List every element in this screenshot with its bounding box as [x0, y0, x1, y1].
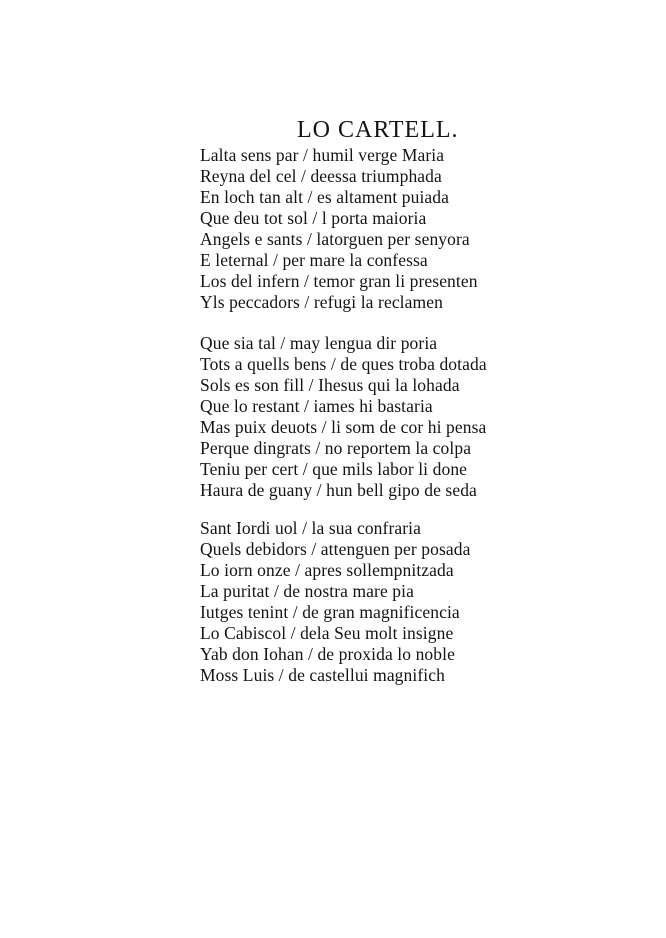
- verse-line: Moss Luis / de castellui magnifich: [200, 665, 445, 685]
- verse-line: Que deu tot sol / l porta maioria: [200, 208, 427, 228]
- verse-line: Iutges tenint / de gran magnificencia: [200, 602, 460, 622]
- stanza-3: [200, 518, 560, 686]
- verse-line: Yls peccadors / refugi la reclamen: [200, 292, 443, 312]
- verse-line: La puritat / de nostra mare pia: [200, 581, 414, 601]
- stanza-1: [200, 145, 560, 313]
- verse-line: Mas puix deuots / li som de cor hi pensa: [200, 417, 487, 437]
- verse-line: E leternal / per mare la confessa: [200, 250, 428, 270]
- verse-line: Reyna del cel / deessa triumphada: [200, 166, 442, 186]
- verse-line: Quels debidors / attenguen per posada: [200, 539, 471, 559]
- page-title: LO CARTELL.: [297, 117, 459, 143]
- verse-line: Haura de guany / hun bell gipo de seda: [200, 480, 477, 500]
- verse-line: Los del infern / temor gran li presenten: [200, 271, 478, 291]
- verse-line: Tots a quells bens / de ques troba dotada: [200, 354, 487, 374]
- verse-line: Lo iorn onze / apres sollempnitzada: [200, 560, 454, 580]
- verse-line: Que lo restant / iames hi bastaria: [200, 396, 433, 416]
- verse-line: Sant Iordi uol / la sua confraria: [200, 518, 422, 538]
- verse-line: Angels e sants / latorguen per senyora: [200, 229, 470, 249]
- verse-line: Lalta sens par / humil verge Maria: [200, 145, 445, 165]
- verse-line: En loch tan alt / es altament puiada: [200, 187, 450, 207]
- stanza-2: [200, 333, 560, 501]
- verse-line: Sols es son fill / Ihesus qui la lohada: [200, 375, 460, 395]
- verse-line: Lo Cabiscol / dela Seu molt insigne: [200, 623, 454, 643]
- verse-line: Yab don Iohan / de proxida lo noble: [200, 644, 455, 664]
- verse-line: Perque dingrats / no reportem la colpa: [200, 438, 472, 458]
- verse-line: Que sia tal / may lengua dir poria: [200, 333, 438, 353]
- verse-line: Teniu per cert / que mils labor li done: [200, 459, 468, 479]
